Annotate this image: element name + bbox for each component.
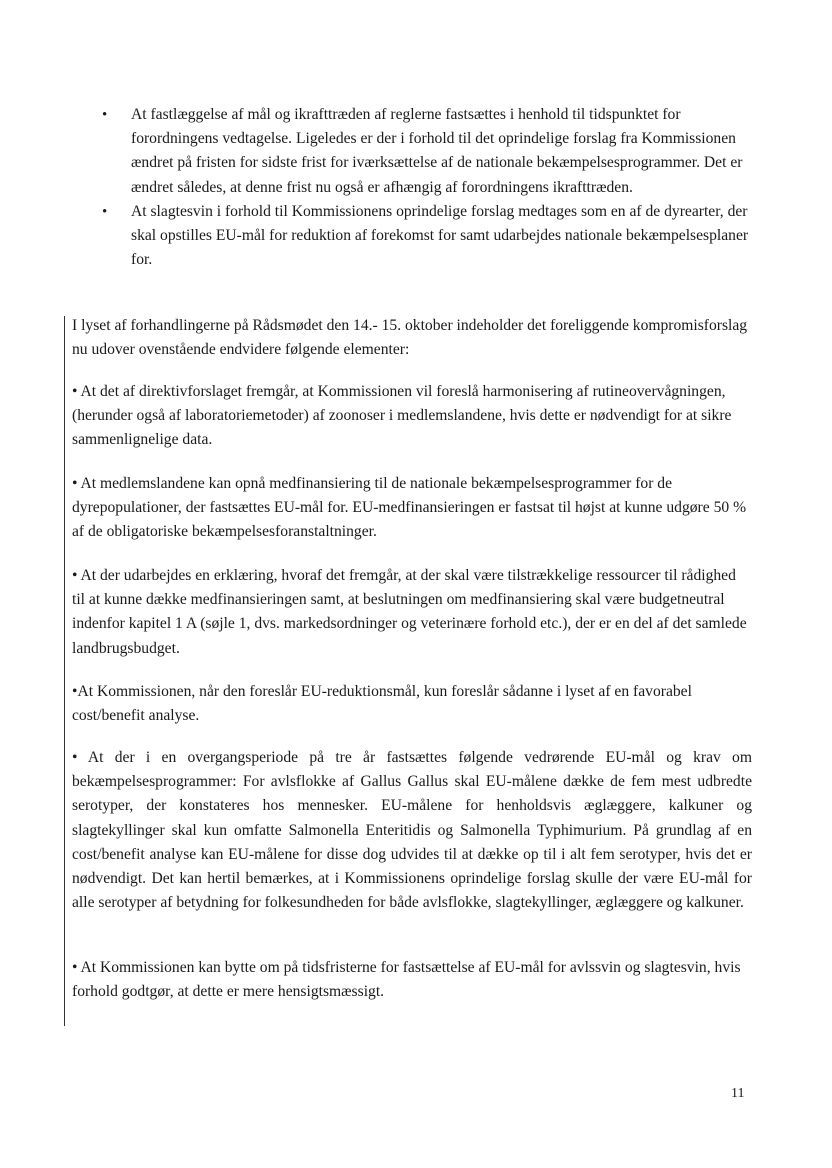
bullet-list (100, 103, 752, 272)
bullet-text: At slagtesvin i forhold til Kommissionens oprindelige forslag medtages som en af de dyrearter, der skal opstilles EU-mål for reduktion af forekomst for samt udarbejdes nationale bekæmpelsesplaner for. (131, 202, 749, 269)
page-number: 11 (731, 1086, 745, 1101)
element-paragraph: • At medlemslandene kan opnå medfinansiering til de nationale bekæmpelsesprogrammer for de dyrepopulationer, der fastsættes EU-mål for. EU-medfinansieringen er fastsat til højst at kunne udgøre 50 % af de obligatoriske bekæmpelsesforanstaltninger. (72, 475, 747, 541)
revision-change-bar (64, 316, 65, 1026)
element-paragraph: • At det af direktivforslaget fremgår, at Kommissionen vil foreslå harmonisering af rutineovervågningen, (herunder også af laboratoriemetoder) af zoonoser i medlemslandene, hvis dette er nødvendigt for at sikre sammenlignelige data. (72, 383, 732, 449)
element-paragraph: •At Kommissionen, når den foreslår EU-reduktionsmål, kun foreslår sådanne i lyset af en favorabel cost/benefit analyse. (72, 683, 692, 725)
element-paragraph: • At der i en overgangsperiode på tre år fastsættes følgende vedrørende EU-mål og krav om bekæmpelsesprogrammer: For avlsflokke af Gallus Gallus skal EU-målene dække de fem mest udbredte serotyper, der konstateres hos mennesker. EU-målene for henholdsvis æglæggere, kalkuner og slagtekyllinger skal kun omfatte Salmonella Enteritidis og Salmonella Typhimurium. På grundlag af en cost/benefit analyse kan EU-målene for disse dog udvides til at dække op til i alt fem serotyper, hvis det er nødvendigt. Det kan hertil bemærkes, at i Kommissionens oprindelige forslag skulle der være EU-mål for alle serotyper af betydning for folkesundheden for både avlsflokke, slagtekyllinger, æglæggere og kalkuner. (72, 749, 752, 912)
bullet-icon: • (102, 107, 108, 123)
element-paragraph: • At der udarbejdes en erklæring, hvoraf det fremgår, at der skal være tilstrækkelige ressourcer til rådighed til at kunne dække medfinansieringen samt, at beslutningen om medfinansiering skal være budgetneutral indenfor kapitel 1 A (søjle 1, dvs. markedsordninger og veterinære forhold etc.), der er en del af det samlede landbrugsbudget. (72, 567, 747, 657)
element-paragraph: • At Kommissionen kan bytte om på tidsfristerne for fastsættelse af EU-mål for avlssvin og slagtesvin, hvis forhold godtgør, at dette er mere hensigtsmæssigt. (72, 959, 741, 1001)
intro-paragraph: I lyset af forhandlingerne på Rådsmødet den 14.- 15. oktober indeholder det foreliggende kompromisforslag nu udover ovenstående endvidere følgende elementer: (72, 317, 748, 359)
list-item (100, 200, 752, 273)
bullet-text: At fastlæggelse af mål og ikrafttræden af reglerne fastsættes i henhold til tidspunktet for forordningens vedtagelse. Ligeledes er der i forhold til det oprindelige forslag fra Kommissionen ændret på fristen for sidste frist for iværksættelse af de nationale bekæmpelsesprogrammer. Det er ændret således, at denne frist nu også er afhængig af forordningens ikrafttræden. (131, 106, 743, 196)
bullet-icon: • (102, 203, 108, 220)
list-item (100, 103, 752, 200)
